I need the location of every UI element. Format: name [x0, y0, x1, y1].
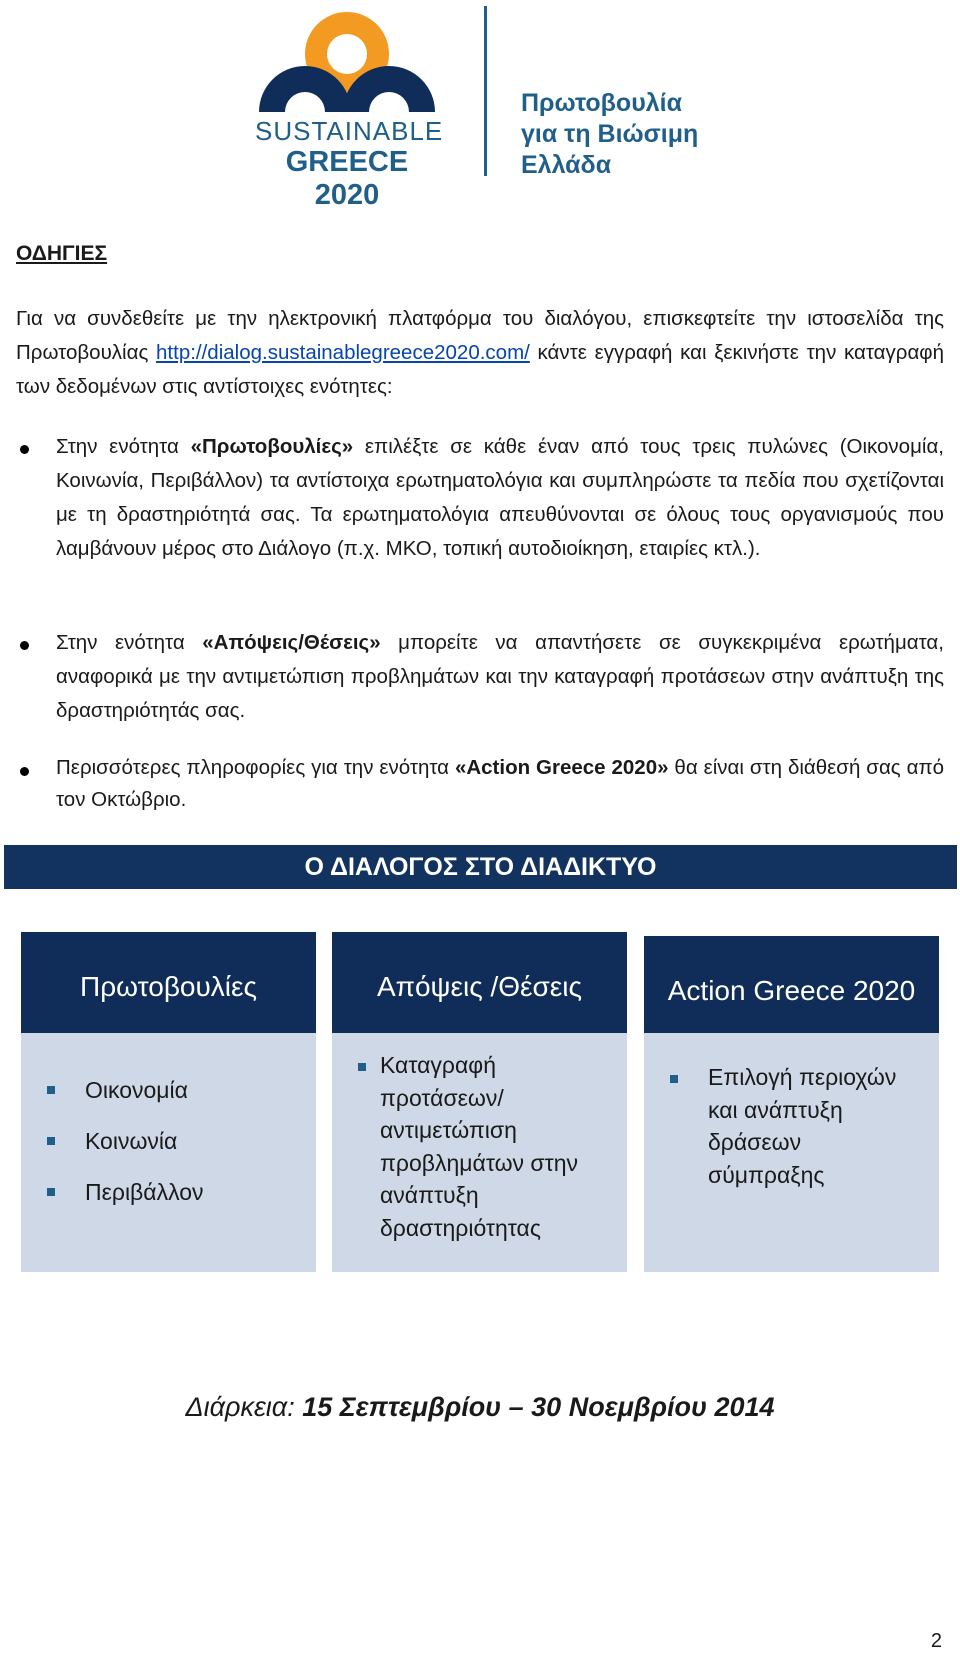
- list-item-label: Οικονομία: [85, 1077, 188, 1103]
- column-text: Επιλογή περιοχών και ανάπτυξη δράσεων σύμπραξης: [708, 1064, 897, 1188]
- online-dialog-banner: Ο ΔΙΑΛΟΓΟΣ ΣΤΟ ΔΙΑΔΙΚΤΥΟ: [4, 845, 957, 889]
- bullet-dot-icon: [20, 767, 29, 776]
- tagline-line-3: Ελλάδα: [521, 151, 612, 179]
- bullet-item-opinions: [56, 626, 944, 728]
- bullet-item-action-greece: [56, 752, 944, 816]
- list-item-label: Κοινωνία: [85, 1128, 178, 1154]
- square-bullet-icon: [47, 1137, 55, 1145]
- tagline-line-1: Πρωτοβουλία: [521, 89, 682, 117]
- intro-text-after: κάντε εγγραφή και ξεκινήστε την καταγραφή των δεδομένων στις αντίστοιχες ενότητες:: [16, 341, 944, 398]
- square-bullet-icon: [670, 1075, 678, 1083]
- column-initiatives: [21, 932, 316, 1272]
- bullet-dot-icon: [20, 641, 29, 650]
- instructions-heading: ΟΔΗΓΙΕΣ: [16, 242, 108, 265]
- column-title: Action Greece 2020: [644, 936, 939, 1033]
- logo-tagline: [521, 88, 698, 181]
- intro-text-before: Για να συνδεθείτε με την ηλεκτρονική πλατφόρμα του διαλόγου, επισκεφτείτε την ιστοσελίδα της Πρωτοβουλίας: [16, 307, 944, 364]
- column-text: Καταγραφή προτάσεων/ αντιμετώπιση προβλημάτων στην ανάπτυξη δραστηριότητας: [380, 1052, 578, 1241]
- tagline-line-2: για τη Βιώσιμη: [521, 120, 699, 148]
- column-title: Απόψεις /Θέσεις: [332, 932, 627, 1033]
- pillar-list: [47, 1065, 204, 1218]
- square-bullet-icon: [358, 1063, 366, 1071]
- list-item: [47, 1167, 204, 1218]
- dialog-platform-link[interactable]: http://dialog.sustainablegreece2020.com/: [156, 341, 530, 364]
- bullet-bold-label: «Πρωτοβουλίες»: [190, 435, 354, 458]
- bullet-text-before: Στην ενότητα: [56, 435, 191, 458]
- bullet-text-before: Στην ενότητα: [56, 631, 203, 654]
- logo-divider: [484, 6, 487, 176]
- bullet-bold-label: «Action Greece 2020»: [454, 756, 669, 779]
- bullet-text-after: θα είναι στη διάθεσή σας από τον Οκτώβριο.: [56, 756, 944, 811]
- brand-line-1: SUSTAINABLE: [255, 116, 444, 146]
- logo: [255, 0, 715, 211]
- list-item: [47, 1116, 204, 1167]
- bullet-item-initiatives: [56, 430, 944, 566]
- column-body: [21, 1033, 316, 1272]
- list-item-label: Περιβάλλον: [85, 1179, 204, 1205]
- duration-label: Διάρκεια:: [185, 1392, 295, 1422]
- duration-value: 15 Σεπτεμβρίου – 30 Νοεμβρίου 2014: [302, 1392, 775, 1422]
- column-action-greece: [644, 932, 939, 1272]
- bullet-bold-label: «Απόψεις/Θέσεις»: [202, 631, 381, 654]
- column-opinions: [332, 932, 627, 1272]
- square-bullet-icon: [47, 1188, 55, 1196]
- list-item: [47, 1065, 204, 1116]
- bullet-dot-icon: [20, 445, 29, 454]
- instructions-intro: [16, 302, 944, 404]
- column-body: [644, 1033, 939, 1272]
- column-title: Πρωτοβουλίες: [21, 932, 316, 1033]
- bullet-text-before: Περισσότερες πληροφορίες για την ενότητα: [56, 756, 455, 779]
- bullet-text-after: επιλέξτε σε κάθε έναν από τους τρεις πυλώνες (Οικονομία, Κοινωνία, Περιβάλλον) τα αντίστοιχα ερωτηματολόγια και συμπληρώστε τα πεδία που σχετίζονται με τη δραστηριότητά σας. Τα ερωτηματολόγια απευθύνονται σε όλους τους οργανισμούς που λαμβάνουν μέρος στο Διάλογο (π.χ. ΜΚΟ, τοπική αυτοδιοίκηση, εταιρίες κτλ.).: [56, 435, 944, 560]
- square-bullet-icon: [47, 1086, 55, 1094]
- duration-line: [0, 1392, 960, 1423]
- page-number: 2: [930, 1630, 942, 1652]
- column-body: [332, 1033, 627, 1272]
- logo-mark-icon: [255, 4, 439, 114]
- brand-line-2: GREECE 2020: [285, 146, 409, 211]
- bullet-text-after: μπορείτε να απαντήσετε σε συγκεκριμένα ερωτήματα, αναφορικά με την αντιμετώπιση προβλημάτων και την καταγραφή προτάσεων στην ανάπτυξη της δραστηριότητάς σας.: [56, 631, 944, 722]
